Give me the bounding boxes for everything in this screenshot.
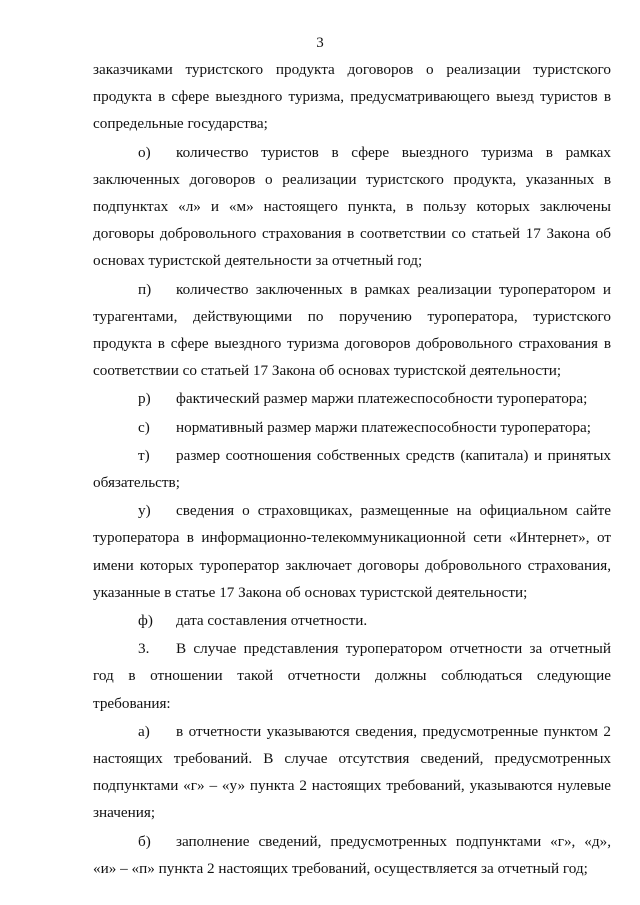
- paragraph-text: фактический размер маржи платежеспособности туроператора;: [176, 390, 588, 408]
- list-item-t: [93, 442, 611, 496]
- list-item-o: [93, 139, 611, 275]
- document-body: [93, 56, 611, 882]
- list-item-b: [93, 828, 611, 882]
- paragraph-text: заполнение сведений, предусмотренных подпунктами «г», «д», «и» – «п» пункта 2 настоящих требований, осуществляется за отчетный год;: [93, 832, 611, 877]
- list-item-s: [93, 414, 611, 441]
- paragraph-text: в отчетности указываются сведения, предусмотренные пунктом 2 настоящих требований. В случае отсутствия сведений, предусмотренных подпунктами «г» – «у» пункта 2 настоящих требований, указываются нулевые значения;: [93, 722, 611, 822]
- list-item-u: [93, 497, 611, 606]
- paragraph-text: количество заключенных в рамках реализации туроператором и турагентами, действующими по поручению туроператора, туристского продукта в сфере выездного туризма договоров добровольного страхования в соответствии со статьей 17 Закона об основах туристской деятельности;: [93, 280, 611, 380]
- list-marker: б): [138, 832, 151, 850]
- clause-number: 3.: [138, 640, 150, 658]
- list-marker: а): [138, 722, 150, 740]
- paragraph-text: дата составления отчетности.: [176, 612, 368, 630]
- list-marker: о): [138, 143, 151, 161]
- list-marker: т): [138, 446, 150, 464]
- list-item-r: [93, 385, 611, 412]
- list-marker: с): [138, 418, 150, 436]
- list-marker: р): [138, 390, 151, 408]
- paragraph-text: нормативный размер маржи платежеспособности туроператора;: [176, 418, 592, 436]
- clause-3: [93, 635, 611, 717]
- list-marker: ф): [138, 612, 153, 630]
- list-item-p: [93, 276, 611, 385]
- list-item-a: [93, 718, 611, 827]
- paragraph-text: В случае представления туроператором отчетности за отчетный год в отношении такой отчетности должны соблюдаться следующие требования:: [93, 640, 611, 712]
- list-marker: п): [138, 280, 152, 298]
- paragraph-text: сведения о страховщиках, размещенные на официальном сайте туроператора в информационно-телекоммуникационной сети «Интернет», от имени которых туроператор заключает договоры добровольного страхования, указанные в статье 17 Закона об основах туристской деятельности;: [93, 502, 611, 601]
- paragraph-text: количество туристов в сфере выездного туризма в рамках заключенных договоров о реализации туристского продукта, указанных в подпунктах «л» и «м» настоящего пункта, в пользу которых заключены договоры добровольного страхования в соответствии со статьей 17 Закона об основах туристской деятельности за отчетный год;: [93, 143, 611, 270]
- list-item-f: [93, 607, 611, 634]
- paragraph-continuation: [93, 56, 611, 138]
- paragraph-text: заказчиками туристского продукта договоров о реализации туристского продукта в сфере выездного туризма, предусматривающего выезд туристов в сопредельные государства;: [93, 61, 611, 133]
- paragraph-text: размер соотношения собственных средств (капитала) и принятых обязательств;: [93, 446, 611, 492]
- list-marker: у): [138, 502, 151, 520]
- page-number: 3: [316, 35, 324, 51]
